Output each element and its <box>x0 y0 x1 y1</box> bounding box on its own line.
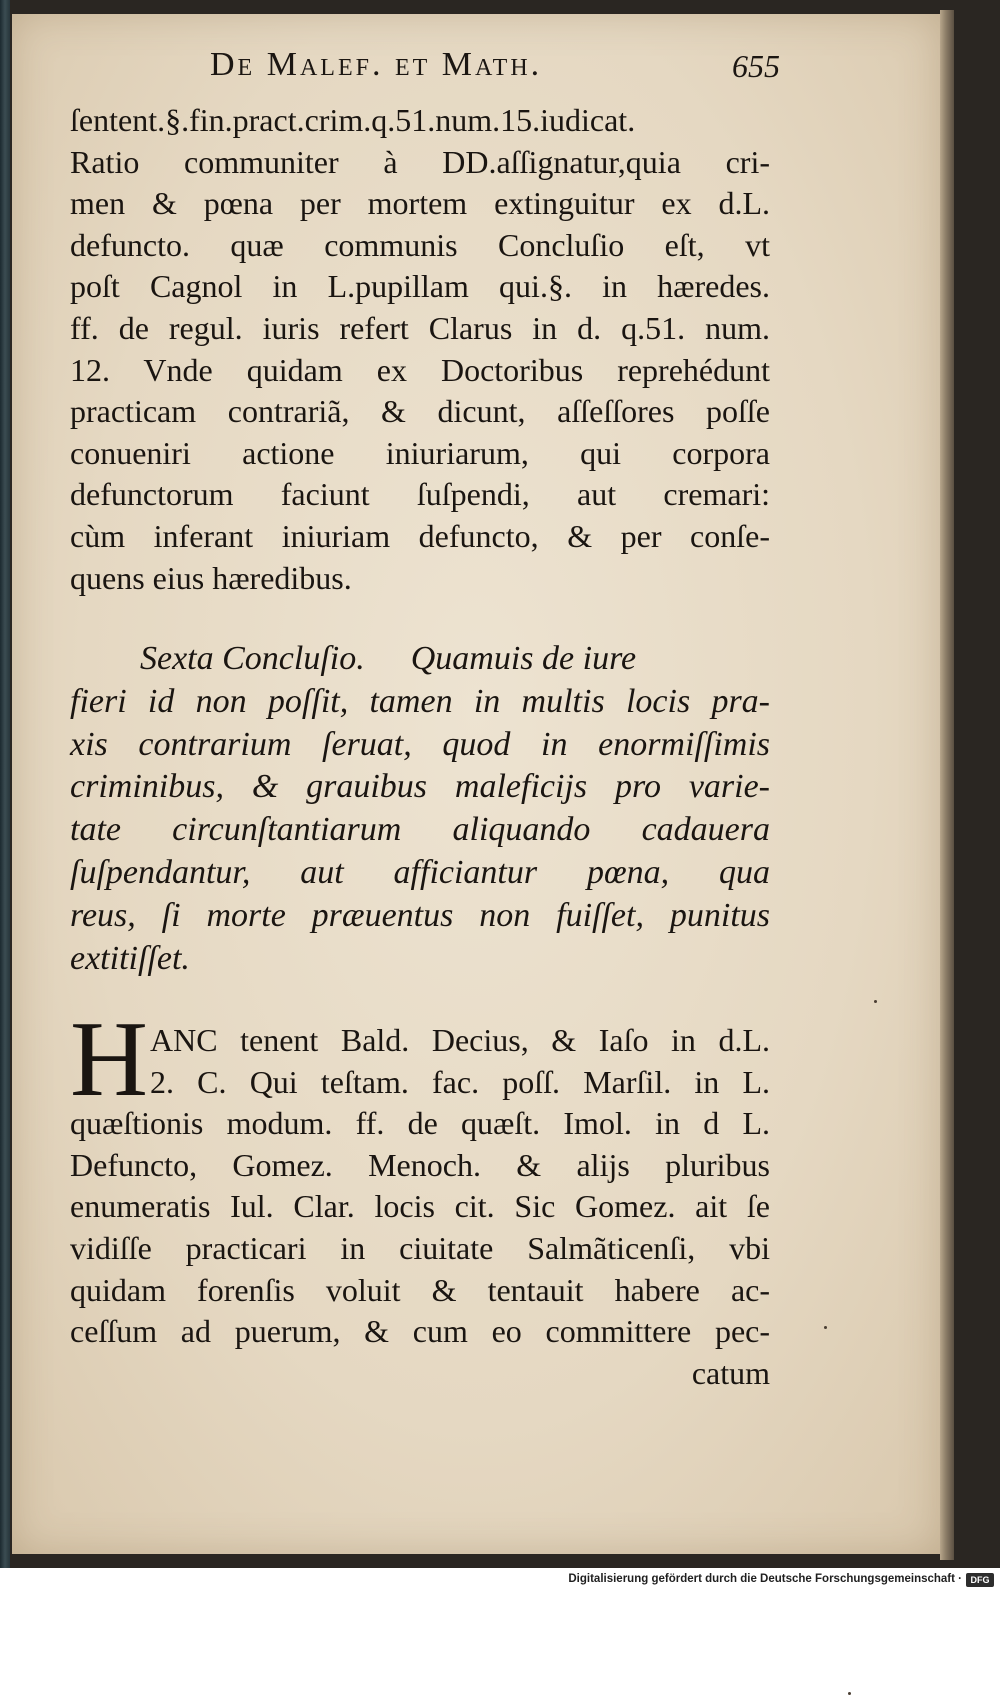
dfg-logo-icon: DFG <box>966 1573 994 1587</box>
conclusio-heading <box>70 638 770 681</box>
paragraph-2 <box>70 1000 770 1394</box>
text-line: 12. Vnde quidam ex Doctoribus reprehédunt <box>70 351 770 388</box>
funding-credit: Digitalisierung gefördert durch die Deutsche Forschungsgemeinschaft · <box>568 1573 962 1585</box>
catchword: catum <box>691 1354 770 1391</box>
text-line: quens eius hæredibus. <box>70 559 352 596</box>
text-line: defuncto. quæ communis Concluſio eſt, vt <box>70 226 770 263</box>
drop-cap: H <box>70 1000 148 1119</box>
italic-line: reus, ſi morte præuentus non fuiſſet, punitus <box>70 896 770 934</box>
italic-line: extitiſſet. <box>70 939 190 977</box>
text-line: quidam forenſis voluit & tentauit habere ac- <box>70 1271 770 1308</box>
text-line: quæſtionis modum. ff. de quæſt. Imol. in d L. <box>70 1105 770 1142</box>
paper-speck <box>874 1000 877 1003</box>
conclusio-title: Sexta Concluſio. <box>140 640 365 677</box>
text-line: practicam contrariã, & dicunt, aſſeſſores poſſe <box>70 393 770 430</box>
text-line: defunctorum faciunt ſuſpendi, aut cremari: <box>70 476 770 513</box>
text-line: vidiſſe practicari in ciuitate Salmãticenſi, vbi <box>70 1229 770 1266</box>
paragraph-1 <box>70 100 770 599</box>
italic-line: ſuſpendantur, aut afficiantur pœna, qua <box>70 853 770 891</box>
italic-line: tate circunſtantiarum aliquando cadauera <box>70 811 770 849</box>
running-head <box>200 46 790 90</box>
text-line: Defuncto, Gomez. Menoch. & alijs pluribus <box>70 1146 770 1183</box>
text-line: ANC tenent Bald. Decius, & Iaſo in d.L. <box>150 1022 770 1058</box>
binding-strip <box>0 0 10 1568</box>
text-line: men & pœna per mortem extinguitur ex d.L. <box>70 185 770 222</box>
text-line: Ratio communiter à DD.aſſignatur,quia cri- <box>70 143 770 180</box>
running-head-title: De Malef. et Math. <box>210 46 543 83</box>
text-line: poſt Cagnol in L.pupillam qui.§. in hæredes. <box>70 268 770 305</box>
text-line: ceſſum ad puerum, & cum eo committere pec- <box>70 1313 770 1350</box>
footer-bar <box>0 1568 1000 1592</box>
text-line: cùm inferant iniuriam defuncto, & per conſe- <box>70 517 770 554</box>
page-number: 655 <box>732 48 780 84</box>
text-line: enumeratis Iul. Clar. locis cit. Sic Gomez. ait ſe <box>70 1188 770 1225</box>
conclusio-section <box>70 638 770 980</box>
text-line: ſentent.§.fin.pract.crim.q.51.num.15.iudicat. <box>70 102 636 138</box>
text-line: ff. de regul. iuris refert Clarus in d. q.51. num. <box>70 309 770 346</box>
text-line: 2. C. Qui teſtam. fac. poſſ. Marſil. in L. <box>150 1063 770 1100</box>
italic-line: criminibus, & grauibus maleficijs pro varie- <box>70 768 770 806</box>
page-edge <box>940 10 954 1560</box>
conclusio-first-words: Quamuis de iure <box>410 640 637 677</box>
paper-speck <box>824 1326 827 1329</box>
text-line: conueniri actione iniuriarum, qui corpora <box>70 434 770 471</box>
italic-line: xis contrarium ſeruat, quod in enormiſſimis <box>70 725 770 763</box>
italic-line: fieri id non poſſit, tamen in multis locis pra- <box>70 682 770 720</box>
